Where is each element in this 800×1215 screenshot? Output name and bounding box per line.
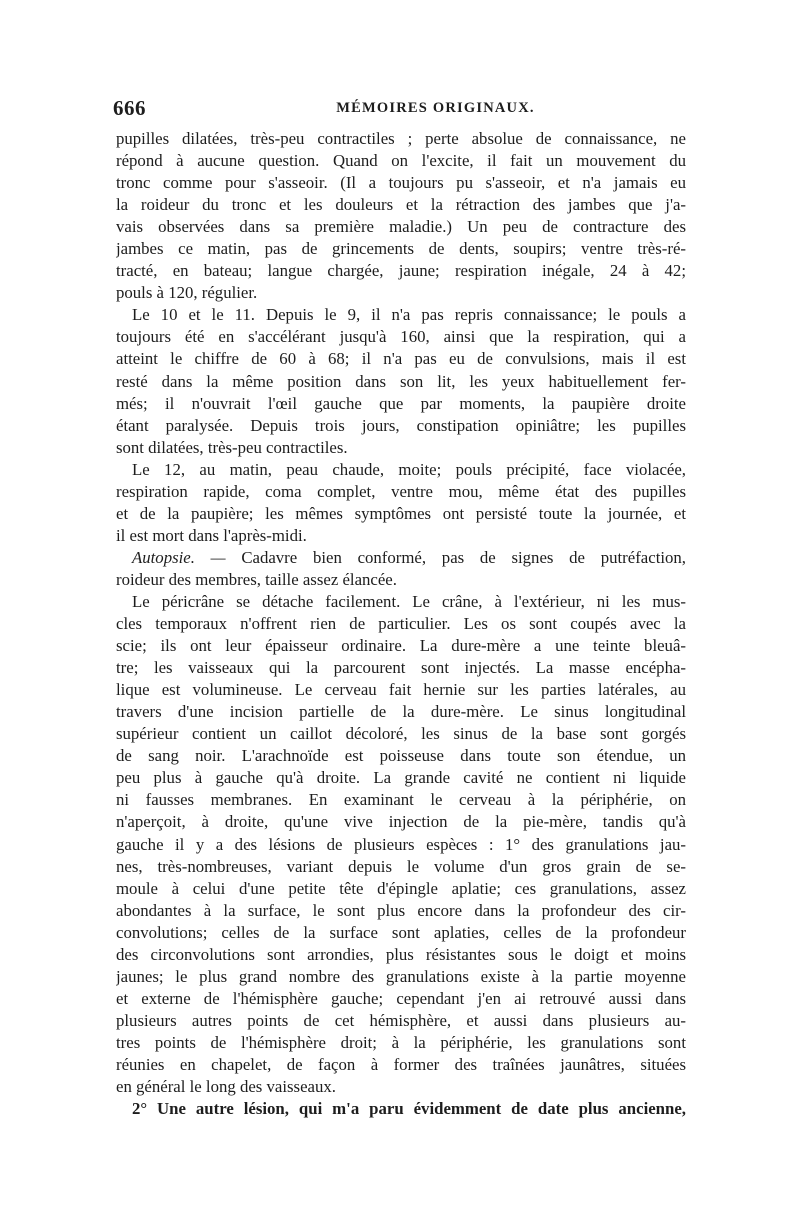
text-line <box>116 1054 686 1076</box>
line-text: travers d'une incision partielle de la dure-mère. Le sinus longitudinal <box>116 702 686 722</box>
text-line <box>116 591 686 613</box>
line-text: moule à celui d'une petite tête d'épingle aplatie; ces granulations, assez <box>116 878 686 898</box>
line-text: convolutions; celles de la surface sont aplaties, celles de la profondeur <box>116 922 686 942</box>
line-text: supérieur contient un caillot décoloré, les sinus de la base sont gorgés <box>116 724 686 744</box>
text-line <box>116 922 686 944</box>
line-text: tracté, en bateau; langue chargée, jaune; respiration inégale, 24 à 42; <box>116 261 686 281</box>
line-text: Cadavre bien conformé, pas de signes de putréfaction, <box>241 547 686 567</box>
line-text: des circonvolutions sont arrondies, plus résistantes sous le doigt et moins <box>116 944 686 964</box>
line-text: il est mort dans l'après-midi. <box>116 525 307 545</box>
line-text: et externe de l'hémisphère gauche; cependant j'en ai retrouvé aussi dans <box>116 988 686 1008</box>
running-title: MÉMOIRES ORIGINAUX. <box>336 100 535 116</box>
text-line <box>116 900 686 922</box>
text-line <box>116 723 686 745</box>
line-text: étant paralysée. Depuis trois jours, constipation opiniâtre; les pupilles <box>116 415 686 435</box>
line-text: respiration rapide, coma complet, ventre mou, même état des pupilles <box>116 481 686 501</box>
line-text: jaunes; le plus grand nombre des granulations existe à la partie moyenne <box>116 966 686 986</box>
text-line <box>116 260 686 282</box>
text-line <box>116 1032 686 1054</box>
text-line <box>116 525 686 547</box>
text-line <box>116 304 686 326</box>
page-number: 666 <box>113 96 146 120</box>
line-text: la roideur du tronc et les douleurs et la rétraction des jambes que j'a- <box>116 195 686 215</box>
text-line <box>116 679 686 701</box>
line-text: més; il n'ouvrait l'œil gauche que par moments, la paupière droite <box>116 393 686 413</box>
line-text: tre; les vaisseaux qui la parcourent sont injectés. La masse encépha- <box>116 658 686 678</box>
line-text: et de la paupière; les mêmes symptômes ont persisté toute la journée, et <box>116 503 686 523</box>
text-line <box>116 988 686 1010</box>
line-text: cles temporaux n'offrent rien de particulier. Les os sont coupés avec la <box>116 614 686 634</box>
line-text: 2° Une autre lésion, qui m'a paru évidemment de date plus ancienne, <box>132 1099 686 1119</box>
text-line <box>116 789 686 811</box>
text-line <box>116 282 686 304</box>
section-heading: Autopsie. — <box>132 547 242 567</box>
text-line <box>116 150 686 172</box>
text-line <box>116 1076 686 1098</box>
text-line <box>116 437 686 459</box>
text-line <box>116 393 686 415</box>
line-text: toujours été en s'accélérant jusqu'à 160, ainsi que la respiration, qui a <box>116 327 686 347</box>
line-text: vais observées dans sa première maladie.) Un peu de contracture des <box>116 217 686 237</box>
line-text: Le péricrâne se détache facilement. Le crâne, à l'extérieur, ni les mus- <box>132 591 686 611</box>
line-text: peu plus à gauche qu'à droite. La grande cavité ne contient ni liquide <box>116 768 686 788</box>
line-text: scie; ils ont leur épaisseur ordinaire. La dure-mère a une teinte bleuâ- <box>116 636 686 656</box>
text-line <box>116 216 686 238</box>
text-line <box>116 326 686 348</box>
line-text: réunies en chapelet, de façon à former des traînées jaunâtres, situées <box>116 1054 686 1074</box>
text-line <box>116 459 686 481</box>
line-text: en général le long des vaisseaux. <box>116 1077 336 1097</box>
line-text: tronc comme pour s'asseoir. (Il a toujours pu s'asseoir, et n'a jamais eu <box>116 173 686 193</box>
text-line <box>116 767 686 789</box>
text-line <box>116 834 686 856</box>
text-line <box>116 415 686 437</box>
line-text: sont dilatées, très-peu contractiles. <box>116 437 348 457</box>
line-text: jambes ce matin, pas de grincements de dents, soupirs; ventre très-ré- <box>116 239 686 259</box>
line-text: gauche il y a des lésions de plusieurs espèces : 1° des granulations jau- <box>116 834 686 854</box>
text-line <box>116 238 686 260</box>
text-line <box>116 348 686 370</box>
line-text: lique est volumineuse. Le cerveau fait hernie sur les parties latérales, au <box>116 680 686 700</box>
text-line <box>116 944 686 966</box>
line-text: tres points de l'hémisphère droit; à la périphérie, les granulations sont <box>116 1032 686 1052</box>
line-text: pupilles dilatées, très-peu contractiles ; perte absolue de connaissance, ne <box>116 129 686 148</box>
text-line <box>116 1098 686 1120</box>
line-text: abondantes à la surface, le sont plus encore dans la profondeur des cir- <box>116 900 686 920</box>
line-text: pouls à 120, régulier. <box>116 283 258 303</box>
text-line <box>116 966 686 988</box>
text-line <box>116 481 686 503</box>
text-line <box>116 569 686 591</box>
text-line <box>116 856 686 878</box>
text-line <box>116 128 686 150</box>
text-line <box>116 811 686 833</box>
page-header <box>113 96 688 122</box>
body-text <box>116 128 686 1120</box>
line-text: de sang noir. L'arachnoïde est poisseuse dans toute son étendue, un <box>116 746 686 766</box>
line-text: roideur des membres, taille assez élancée. <box>116 569 397 589</box>
text-line <box>116 613 686 635</box>
line-text: ni fausses membranes. En examinant le cerveau à la périphérie, on <box>116 790 686 810</box>
text-line <box>116 1010 686 1032</box>
line-text: nes, très-nombreuses, variant depuis le volume d'un gros grain de se- <box>116 856 686 876</box>
line-text: n'aperçoit, à droite, qu'une vive injection de la pie-mère, tandis qu'à <box>116 812 686 832</box>
text-line <box>116 657 686 679</box>
text-line <box>116 701 686 723</box>
text-line <box>116 503 686 525</box>
line-text: Le 10 et le 11. Depuis le 9, il n'a pas repris connaissance; le pouls a <box>132 305 686 325</box>
text-line <box>116 745 686 767</box>
line-text: plusieurs autres points de cet hémisphère, et aussi dans plusieurs au- <box>116 1010 686 1030</box>
line-text: répond à aucune question. Quand on l'excite, il fait un mouvement du <box>116 151 686 171</box>
line-text: resté dans la même position dans son lit, les yeux habituellement fer- <box>116 371 686 391</box>
text-line <box>116 878 686 900</box>
text-line <box>116 194 686 216</box>
text-line <box>116 547 686 569</box>
line-text: Le 12, au matin, peau chaude, moite; pouls précipité, face violacée, <box>132 459 686 479</box>
text-line <box>116 371 686 393</box>
line-text: atteint le chiffre de 60 à 68; il n'a pas eu de convulsions, mais il est <box>116 349 686 369</box>
text-line <box>116 635 686 657</box>
text-line <box>116 172 686 194</box>
